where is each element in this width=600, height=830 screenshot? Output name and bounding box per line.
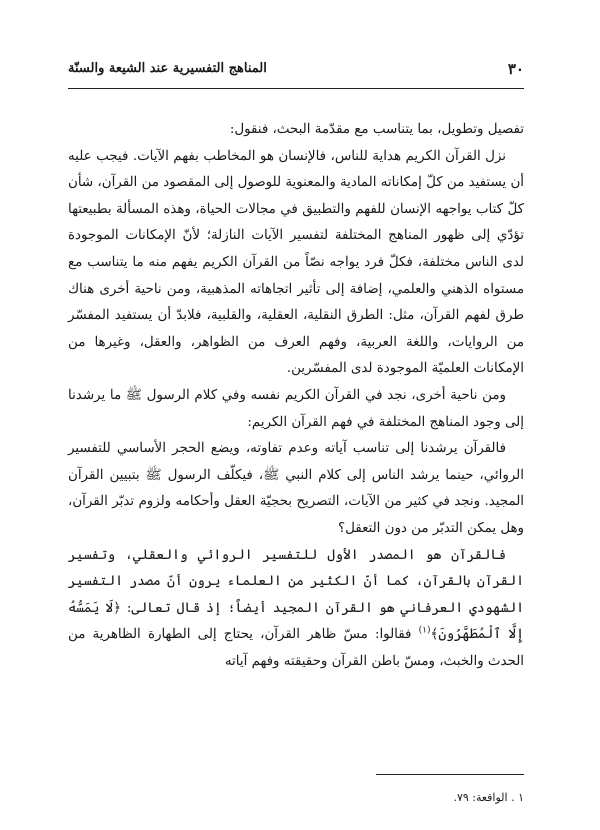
body-text	[68, 117, 524, 675]
footnote-rule	[376, 774, 524, 775]
page-number: ٣٠	[507, 60, 524, 78]
footnote: ١ . الواقعة: ٧٩.	[453, 791, 524, 804]
running-header	[68, 60, 524, 82]
paragraph: نزل القرآن الكريم هداية للناس، فالإنسان هو المخاطب بفهم الآيات. فيجب عليه أن يستفيد من كلّ إمكاناته المادية والمعنوية للوصول إلى المقصود من القرآن، شأن كلّ كتاب يواجهه الإنسان للفهم والتطبيق في مجالات الحياة، وهذه المسألة بطبيعتها تؤدّي إلى ظهور المناهج المختلفة لتفسير الآيات النازلة؛ لأنّ الإمكانات الموجودة لدى الناس مختلفة، فكلّ فرد يواجه نصّاً من القرآن الكريم يفهم منه ما يتناسب مع مستواه الذهني والعلمي، إضافة إلى تأثير اتجاهاته المذهبية، ومن ناحية أخرى هناك طرق لفهم القرآن، مثل: الطرق النقلية، العقلية، والقلبية، فلابدّ أن يستفيد المفسّر من الروايات، واللغة العربية، وفهم العرف من الظواهر، والعقل، وغيرها من الإمكانات العلميّة الموجودة لدى المفسّرين.	[68, 148, 524, 377]
paragraph: فالقرآن يرشدنا إلى تناسب آياته وعدم تفاوته، ويضع الحجر الأساسي للتفسير الروائي، حينما يرشد الناس إلى كلام النبي ﷺ، فيكلّف الرسول ﷺ بتبيين القرآن المجيد. ونجد في كثير من الآيات، التصريح بحجيّة العقل وأحكامه ولزوم تدبّر القرآن، وهل يمكن التدبّر من دون التعقل؟	[68, 441, 524, 536]
running-title: المناهج التفسيرية عند الشيعة والسنّة	[68, 61, 267, 76]
paragraph: تفصيل وتطويل، بما يتناسب مع مقدّمة البحث، فنقول:	[229, 122, 524, 137]
footnote-marker: (١)	[418, 625, 431, 636]
paragraph-with-footnote	[68, 543, 524, 676]
header-rule	[68, 88, 524, 89]
paragraph: ومن ناحية أخرى، نجد في القرآن الكريم نفسه وفي كلام الرسول ﷺ ما يرشدنا إلى وجود المناهج المختلفة في فهم القرآن الكريم:	[68, 387, 524, 430]
paragraph-text: فالقرآن هو المصدر الأول للتفسير الروائي والعقلي، وتفسير القرآن بالقرآن، كما أنّ الكثير من العلماء يرون أنّ مصدر التفسير الشهودي العرفاني هو القرآن المجيد أيضاً؛ إذ قال تعالى: ﴿لَا يَمَسُّهُ إِلَّا ٱلْمُطَهَّرُونَ﴾$^{(١)}$ فقالوا: مسّ ظاهر القرآن، يحتاج إلى الطهارة الظاهرية من الحدث والخبث، ومسّ باطن القرآن وحقيقته وفهم آياته	[68, 547, 524, 669]
